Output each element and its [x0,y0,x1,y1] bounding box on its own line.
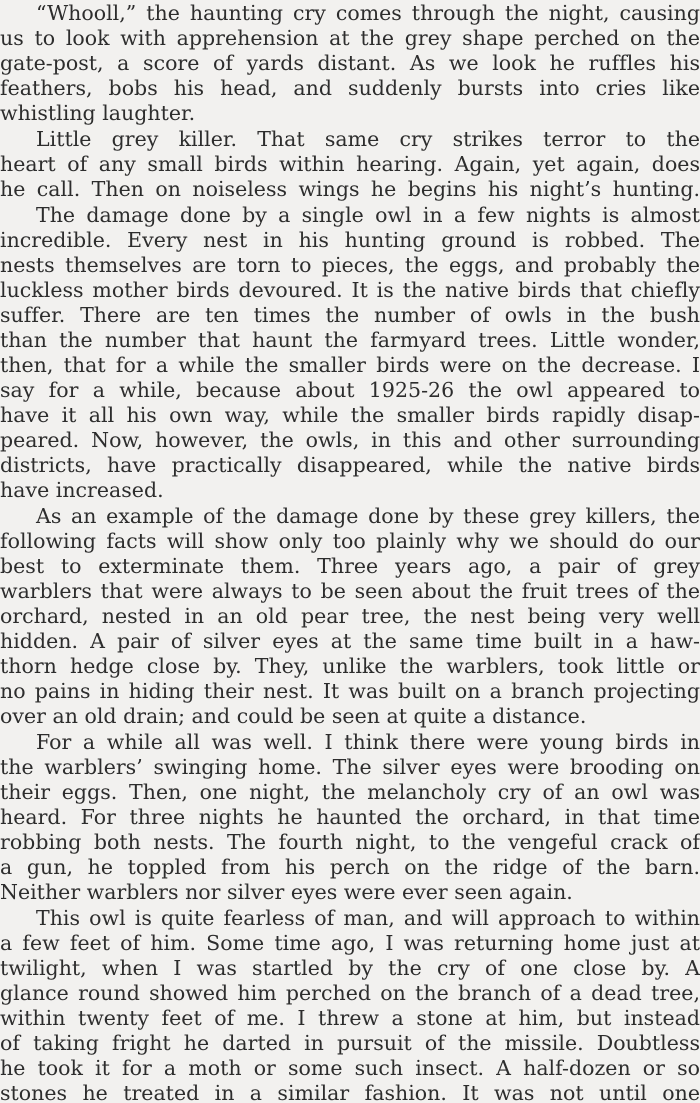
text-line: “Whooll,” the haunting cry comes through the night, causing [36,1,700,25]
text-line: thorn hedge close by. They, unlike the warblers, took little or [0,654,700,678]
text-line: hidden. A pair of silver eyes at the same time built in a haw- [0,629,700,653]
text-line: twilight, when I was startled by the cry of one close by. A [0,956,700,980]
text-line: orchard, nested in an old pear tree, the nest being very well [0,604,700,628]
text-line: within twenty feet of me. I threw a stone at him, but instead [0,1006,700,1030]
text-line: us to look with apprehension at the grey shape perched on the [0,26,700,50]
text-line: luckless mother birds devoured. It is the native birds that chiefly [0,278,700,302]
text-line: following facts will show only too plainly why we should do our [0,529,700,553]
text-line: nests themselves are torn to pieces, the eggs, and probably the [0,253,700,277]
text-line: over an old drain; and could be seen at quite a distance. [0,704,587,728]
text-line: incredible. Every nest in his hunting ground is robbed. The [0,228,700,252]
text-line: stones he treated in a similar fashion. It was not until one [0,1081,700,1103]
text-line: robbing both nests. The fourth night, to the vengeful crack of [0,830,700,854]
text-line: heard. For three nights he haunted the orchard, in that time [0,805,700,829]
text-line: best to exterminate them. Three years ago, a pair of grey [0,554,700,578]
text-line: The damage done by a single owl in a few nights is almost [36,203,700,227]
text-line: As an example of the damage done by these grey killers, the [36,504,700,528]
text-line: gate-post, a score of yards distant. As we look he ruffles his [0,51,700,75]
text-line: he took it for a moth or some such insect. A half-dozen or so [0,1056,700,1080]
text-line: a gun, he toppled from his perch on the ridge of the barn. [0,855,700,879]
text-line: the warblers’ swinging home. The silver eyes were brooding on [0,755,700,779]
text-line: than the number that haunt the farmyard trees. Little wonder, [0,328,700,352]
text-line: heart of any small birds within hearing. Again, yet again, does [0,152,700,176]
text-line: peared. Now, however, the owls, in this and other surrounding [0,428,700,452]
text-line: districts, have practically disappeared, while the native birds [0,453,700,477]
text-line: For a while all was well. I think there were young birds in [36,730,700,754]
text-line: have it all his own way, while the smaller birds rapidly disap- [0,403,700,427]
text-line: whistling laughter. [0,101,196,125]
text-line: he call. Then on noiseless wings he begins his night’s hunting. [0,177,700,201]
text-line: have increased. [0,478,164,502]
text-line: glance round showed him perched on the branch of a dead tree, [0,981,700,1005]
text-line: a few feet of him. Some time ago, I was returning home just at [0,931,700,955]
text-line: This owl is quite fearless of man, and will approach to within [36,906,700,930]
text-line: of taking fright he darted in pursuit of the missile. Doubtless [0,1031,700,1055]
text-line: suffer. There are ten times the number of owls in the bush [0,303,700,327]
text-line: their eggs. Then, one night, the melancholy cry of an owl was [0,780,700,804]
text-line: Little grey killer. That same cry strikes terror to the [36,127,700,151]
text-line: then, that for a while the smaller birds were on the decrease. I [0,353,700,377]
text-line: say for a while, because about 1925-26 the owl appeared to [0,378,700,402]
text-line: no pains in hiding their nest. It was built on a branch projecting [0,679,700,703]
text-line: feathers, bobs his head, and suddenly bursts into cries like [0,76,700,100]
text-line: Neither warblers nor silver eyes were ever seen again. [0,880,573,904]
text-line: warblers that were always to be seen about the fruit trees of the [0,579,700,603]
